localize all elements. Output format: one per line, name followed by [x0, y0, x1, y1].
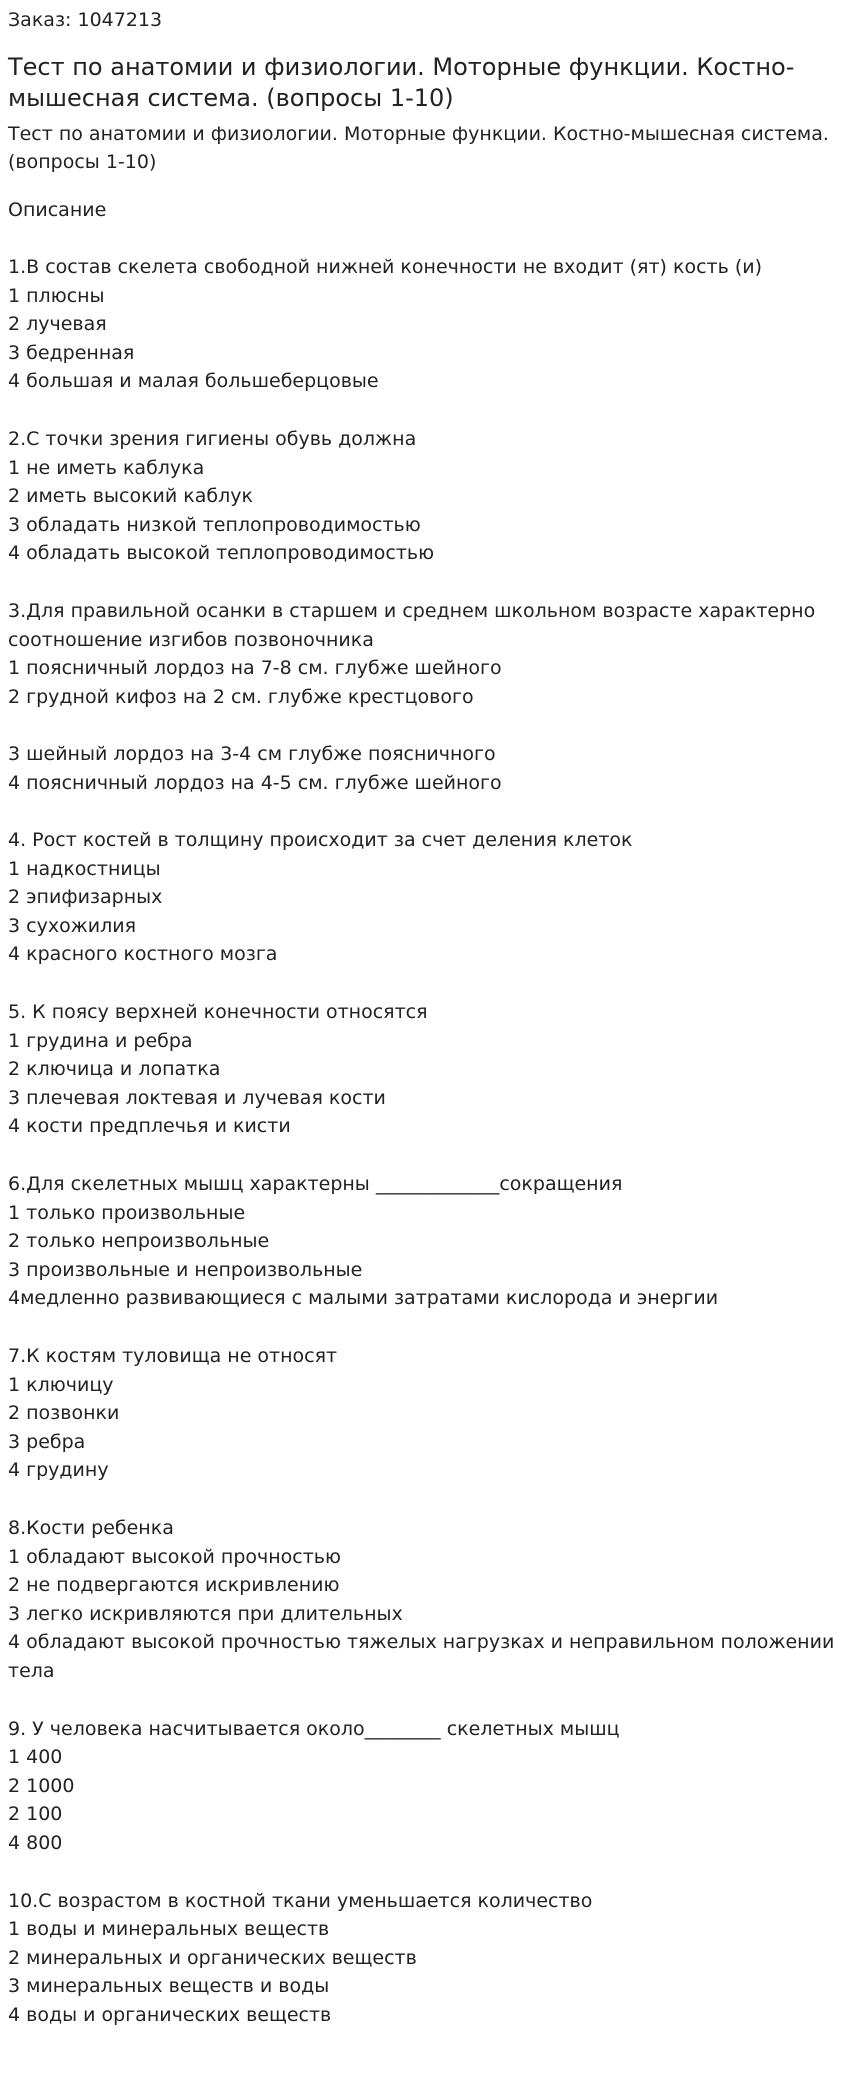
- answer-option: 4 красного костного мозга: [8, 943, 278, 966]
- answer-option: 3 сухожилия: [8, 914, 137, 937]
- answer-option: 3 плечевая локтевая и лучевая кости: [8, 1086, 386, 1109]
- answer-option: 3 бедренная: [8, 341, 135, 364]
- question-block: [8, 826, 839, 969]
- question-text: 10.С возрастом в костной ткани уменьшается количество: [8, 1889, 593, 1912]
- question-block: [8, 1887, 839, 2030]
- answer-option: 4 800: [8, 1831, 63, 1854]
- answer-option: 2 1000: [8, 1774, 75, 1797]
- answer-option: 1 400: [8, 1746, 63, 1769]
- answer-option: 2 лучевая: [8, 313, 107, 336]
- answer-option: 4 большая и малая большеберцовые: [8, 370, 379, 393]
- question-block: [8, 253, 839, 396]
- question-block: [8, 1715, 839, 1858]
- question-block: [8, 425, 839, 568]
- blank-line: [8, 711, 839, 740]
- answer-option: 1 обладают высокой прочностью: [8, 1545, 341, 1568]
- answer-option: 4медленно развивающиеся с малыми затратами кислорода и энергии: [8, 1287, 719, 1310]
- question-block: [8, 1342, 839, 1485]
- answer-option: 1 воды и минеральных веществ: [8, 1918, 330, 1941]
- answer-option: 2 ключица и лопатка: [8, 1058, 221, 1081]
- answer-option: 2 100: [8, 1803, 63, 1826]
- answer-option: 4 грудину: [8, 1459, 109, 1482]
- answer-option: 3 минеральных веществ и воды: [8, 1975, 330, 1998]
- answer-option: 4 обладают высокой прочностью тяжелых нагрузках и неправильном положении тела: [8, 1631, 835, 1682]
- question-block: [8, 998, 839, 1141]
- answer-option: 1 ключицу: [8, 1373, 114, 1396]
- answer-option: 1 только произвольные: [8, 1201, 246, 1224]
- question-block: [8, 597, 839, 797]
- answer-option: 1 плюсны: [8, 284, 105, 307]
- answer-option: 3 ребра: [8, 1430, 86, 1453]
- answer-option: 2 только непроизвольные: [8, 1230, 270, 1253]
- answer-option: 3 шейный лордоз на 3-4 см глубже поясничного: [8, 742, 496, 765]
- answer-option: 3 обладать низкой теплопроводимостью: [8, 513, 421, 536]
- question-block: [8, 1170, 839, 1313]
- answer-option: 2 минеральных и органических веществ: [8, 1946, 417, 1969]
- answer-option: 1 грудина и ребра: [8, 1029, 193, 1052]
- question-block: [8, 1514, 839, 1686]
- question-text: 1.В состав скелета свободной нижней конечности не входит (ят) кость (и): [8, 256, 763, 278]
- question-text: 4. Рост костей в толщину происходит за счет деления клеток: [8, 829, 633, 852]
- question-text: 8.Кости ребенка: [8, 1516, 174, 1539]
- answer-option: 2 эпифизарных: [8, 886, 163, 909]
- answer-option: 2 позвонки: [8, 1402, 120, 1425]
- question-list: [8, 253, 839, 2029]
- answer-option: 1 надкостницы: [8, 857, 161, 880]
- order-number: Заказ: 1047213: [8, 9, 163, 31]
- answer-option: 4 поясничный лордоз на 4-5 см. глубже шейного: [8, 771, 502, 794]
- question-text: 3.Для правильной осанки в старшем и среднем школьном возрасте характерно соотношение изгибов позвоночника: [8, 599, 816, 651]
- question-text: 5. К поясу верхней конечности относятся: [8, 1001, 428, 1024]
- answer-option: 2 не подвергаются искривлению: [8, 1574, 340, 1597]
- answer-option: 1 поясничный лордоз на 7-8 см. глубже шейного: [8, 657, 502, 680]
- answer-option: 2 грудной кифоз на 2 см. глубже крестцового: [8, 685, 474, 708]
- answer-option: 1 не иметь каблука: [8, 456, 205, 479]
- answer-option: 4 обладать высокой теплопроводимостью: [8, 542, 435, 565]
- question-text: 6.Для скелетных мышц характерны _____________сокращения: [8, 1173, 623, 1196]
- question-text: 2.С точки зрения гигиены обувь должна: [8, 427, 417, 450]
- description-heading: Описание: [8, 199, 107, 221]
- answer-option: 3 произвольные и непроизвольные: [8, 1258, 363, 1281]
- question-text: 9. У человека насчитывается около________ скелетных мышц: [8, 1717, 620, 1740]
- answer-option: 2 иметь высокий каблук: [8, 485, 253, 508]
- question-text: 7.К костям туловища не относят: [8, 1345, 338, 1367]
- page-title: Тест по анатомии и физиологии. Моторные функции. Костно-мышесная система. (вопросы 1-10): [8, 53, 795, 112]
- answer-option: 3 легко искривляются при длительных: [8, 1602, 403, 1625]
- answer-option: 4 воды и органических веществ: [8, 2003, 332, 2026]
- answer-option: 4 кости предплечья и кисти: [8, 1115, 291, 1138]
- page-subtitle: Тест по анатомии и физиологии. Моторные функции. Костно-мышесная система. (вопросы 1-10): [8, 123, 829, 173]
